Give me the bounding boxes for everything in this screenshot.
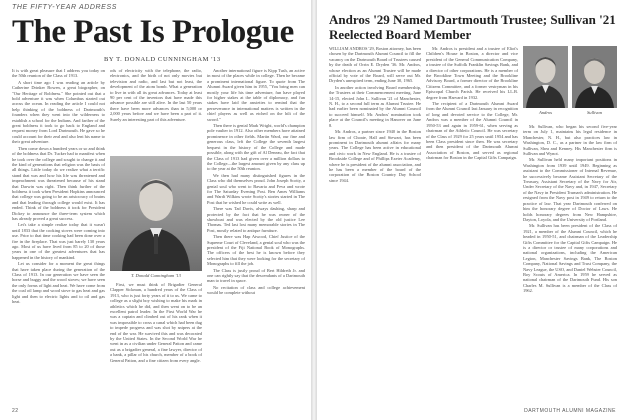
magazine-footer: DARTMOUTH ALUMNI MAGAZINE <box>524 408 616 414</box>
paragraph: It is with great pleasure that I address you today on the 50th reunion of the Class of 1913. <box>12 68 105 79</box>
paragraph: WILLIAM ANDROS '29, Boston attorney, has been chosen by the Dartmouth Alumni Council to fill the vacancy on the Dartmouth Board of Trustees caused by the death of Orrin E. Dryden '36. Mr. Andros, whose election as an Alumni Trustee will be made official by vote of the Board, will serve out Mr. Dryden's unexpired term, ending June 30, 1965. <box>329 46 421 84</box>
left-page <box>0 0 311 420</box>
left-column-3 <box>207 68 305 400</box>
paragraph: ods of electricity with the telephone, the radio, electronics, and the birth of not only movies but television and radio, and last but not least, the development of the atom bomb. What a generation to live in with all its great advances. Today at least 90 per cent of the inventors that have made this advance possible are still alive. In the last 50 years there have been more advances than in 5,000 or 2,000 years before and we have been a part of it. Surely an interesting part of this adventure. <box>110 68 202 122</box>
article-title: The Past Is Prologue <box>12 14 294 50</box>
paragraph: Then there was Hap Atwood, Chief Justice of the Supreme Court of Cleveland, a genial soul who was the president of the Fiji National Book of Monographs. The officers of the best he is known before they selected him that they were looking for the secretary of Monographs to fill the job. <box>207 234 305 267</box>
running-head: THE FIFTY-YEAR ADDRESS <box>12 4 117 11</box>
page-number: 22 <box>12 408 19 414</box>
portrait-icon <box>110 156 202 271</box>
paragraph: Mr. Andros, a partner since 1940 in the Boston law firm of Choate, Hall and Stewart, has been prominent in Dartmouth alumni affairs for many years. The College has been active in educational and civic work in New England. He is a trustee of Brookside College and of Phillips Exeter Academy, where he is president of the alumni association, and he has been a member of the board of the corporation of the Boston Country Day School since 1944. <box>329 129 421 183</box>
paragraph: We then had many distinguished figures in the Class who did themselves proud. John Joseph Scotty, a genial soul who went to Bavaria and Feva and wrote for The Saturday Evening Post. Ben Ames Williams and Wardt Wilkins wrote Scotty's stories started in The Post that he wished he could write as well. <box>207 172 305 205</box>
right-page <box>317 0 628 420</box>
paragraph: A short time ago I was reading an article by Catherine Drinker Bowen, a great biographer, on "Our Heritage of Boldness." She pointed out that a bold adventure it was when Columbus started out across the ocean. In reading the article I could not help thinking of the boldness of Dartmouth's founders when they went into the wilderness to establish a school for the Indians. And farther of the great boldness it took to go back to England and request money from Lord Dartmouth. He gave so he could account for their zeal and also lent his name to their great adventure. <box>12 79 105 145</box>
paragraph: First, we must think of Brigadier General Clapper Sickman, a hundred years of the Class of 1913, who is just forty years of it to us. We came to college as a slight boy wishing to make his mark in athletics which he did, and then went on to be an excellent patrol leader. In the First World War he was a captain and climbed out of his rank when it was impossible to cross a canal which had been dug to impede progress and was shot by snipers at the end of the war. He survived this and was decorated by the United States. In the Second World War he went in as a civilian under General Patton and came out as a brigadier general, a fine lawyer, director of a bank, a pillar of his church, member of a book of General Patton, and a fine citizen from every angle. <box>110 282 202 363</box>
paragraph: No recitation of class and college achievement would be complete without <box>207 284 305 296</box>
sullivan-caption: Sullivan <box>586 110 603 115</box>
andros-caption: Andros <box>538 110 553 115</box>
photo-caption: T. Donald Cunningham '13 <box>131 273 181 278</box>
andros-photo <box>523 46 568 108</box>
paragraph: There was Tad Davis, always dashing, sharp and protected by the fact that he was owner of the showboat and was elected by the old justice Lee Thomas. Ted last lost many memorable stories in The Post, mostly related to antique furniture. <box>207 206 305 233</box>
article-headline: Andros '29 Named Dartmouth Trustee; Sullivan '21 Reelected Board Member <box>329 12 616 42</box>
paragraph: Mr. Sullivan held many important positions in Washington from 1939 until 1949. Beginning as assistant to the Commissioner of Internal Revenue, he successively became Assistant Secretary of the Treasury, Assistant Secretary of the Navy for Air, Under Secretary of the Navy and, in 1947, Secretary of the Navy in President Truman's administration. He resigned from the Navy post in 1949 to return to the practice of law. That year Dartmouth conferred on him the honorary degree of Doctor of Laws. He holds honorary degrees from New Hampshire, Dayton, Loyola, and the University of Portland. <box>523 157 617 222</box>
paragraph: Then come down a hundred years or so and think of the boldness that Dr. Tucker had to manifest when he took over the college and sought to change it and the kind of generations that religion was the basis of all things. Little today do we realize what a terrific stand that was and how his life was threatened and impeachment was threatened because of his stand that Darwin was right. Then think further of the boldness it took when President Hopkins announced that college was going to be an aristocracy of brains and that leading through college would exist. It has ended. Think of the boldness it took for President Dickey to announce the three-term system which has already proved a great success. <box>12 145 105 221</box>
paragraph: The Class is justly proud of Bert Hildreth Jr. and one can rightly say that the descendants of a Dartmouth man to travel in space. <box>207 267 305 284</box>
byline: BY T. DONALD CUNNINGHAM '13 <box>104 56 221 63</box>
right-column-3 <box>523 124 617 400</box>
paragraph: Let us consider for a moment the great things that have taken place during the generation of the Class of 1913. In our generation we have seen the horse and buggy and the wood stoves; we have seen the only forms of light and heat. We have come from the coal oil lamp and wood stove to gas heat and gas light and then to electric lights and to oil and gas heat. <box>12 261 105 305</box>
left-column-2-lower <box>110 282 202 400</box>
paragraph: Mr. Sullivan has been president of the Class of 1921, a member of the Alumni Council, which he headed in 1950-51, and chairman of the Leadership Gifts Committee for the Capital Gifts Campaign. He is a director or trustee of many corporations and national organizations, including the American Legion, Manchester Savings Bank, The Boston Company, National Savings and Trust Company, the Navy League, the USO, and Daniel Webster Council, Boy Scouts of America. In 1959 he served as national chairman of the Dartmouth Fund. His son Charles M. Sullivan is a member of the Class of 1962. <box>523 223 617 294</box>
portrait-icon <box>523 46 568 108</box>
right-column-1 <box>329 46 421 400</box>
author-photo <box>110 156 202 271</box>
left-column-2 <box>110 68 202 154</box>
left-column-1 <box>12 68 105 400</box>
paragraph: In another action involving Board membership, the Trustees at their Commencement meeting, June 14-15, elected John L. Sullivan '21 of Manchester, N. H., to a second full term as Alumni Trustee. He had earlier been nominated by the Alumni Council to succeed himself. Mr. Andros' nomination took place at the Council's meeting in Hanover on June 8. <box>329 84 421 128</box>
paragraph: Mr. Andros is president and a trustee of Eliot's Children's House in Boston, a director and vice president of the General Communication Company, a trustee of the Suffolk Franklin Savings Bank, and a director of other corporations. He is a member of the Brookline Town Meeting and the Brookline Advisory Board, a former director of the Brookline Citizens Committee, and a former vestryman in his Episcopal Church Parish. He received his LL.B. degree from Harvard in 1932. <box>426 46 518 100</box>
paragraph: Let's take a simple realize today that it wasn't until 1833 that the cooking stoves were coming into use. Prior to that time cooking had been done over a fire in the fireplace. That was just barely 130 years ago. Most of us have lived from 85 to 20 of those years in one of the greatest adventures that has happened in the history of mankind. <box>12 222 105 260</box>
paragraph: The recipient of a Dartmouth Alumni Award from the Alumni Council last January in recognition of long and devoted service to the College, Mr. Andros was a member of the Alumni Council in 1950-53 and again in 1959-61, when serving as chairman of the Athletic Council. He was secretary of the Class of 1929 for 25 years until 1954 and has been Class president since then. He was secretary and then president of the Dartmouth Alumni Association of Boston, and served as regional chairman for Boston in the Capital Gifts Campaign. <box>426 101 518 161</box>
paragraph: Mr. Sullivan, who began his second five-year term on July 1, maintains his legal residence in Manchester, N. H., but also practices law in Washington, D. C., as a partner in the law firm of Sullivan, Shea and Kenney. His Manchester firm is Sullivan and Wynot. <box>523 124 617 157</box>
sullivan-photo <box>572 46 617 108</box>
right-column-2 <box>426 46 518 400</box>
paragraph: Another international figure is Kipp Tush, an active in most of the places while in college. Then he became a prominent international figure. To quote from The Alumni Award given him in 1955, "You bring men can mostly your life his time adventure, fun have played for higher stakes at the table of diplomacy, and fun stakes have laid the anxieties to remind that the perseverance in international matters is written in the chief players as well as etched on the hilt of the sword." <box>207 68 305 122</box>
paragraph: Then there is genial Mark Wright, world's champion pole vaulter in 1912. Also other members have attained prominence in other fields. Martin Ward, our fine and generous class, left the College the seventh largest bequest in the history of the College and made possible, along with the gift of Al Deneau, the fact that the Class of 1913 had given over a million dollars to the College—the largest amount given by any class up to the year at the 50th reunion. <box>207 123 305 172</box>
portrait-icon <box>572 46 617 108</box>
